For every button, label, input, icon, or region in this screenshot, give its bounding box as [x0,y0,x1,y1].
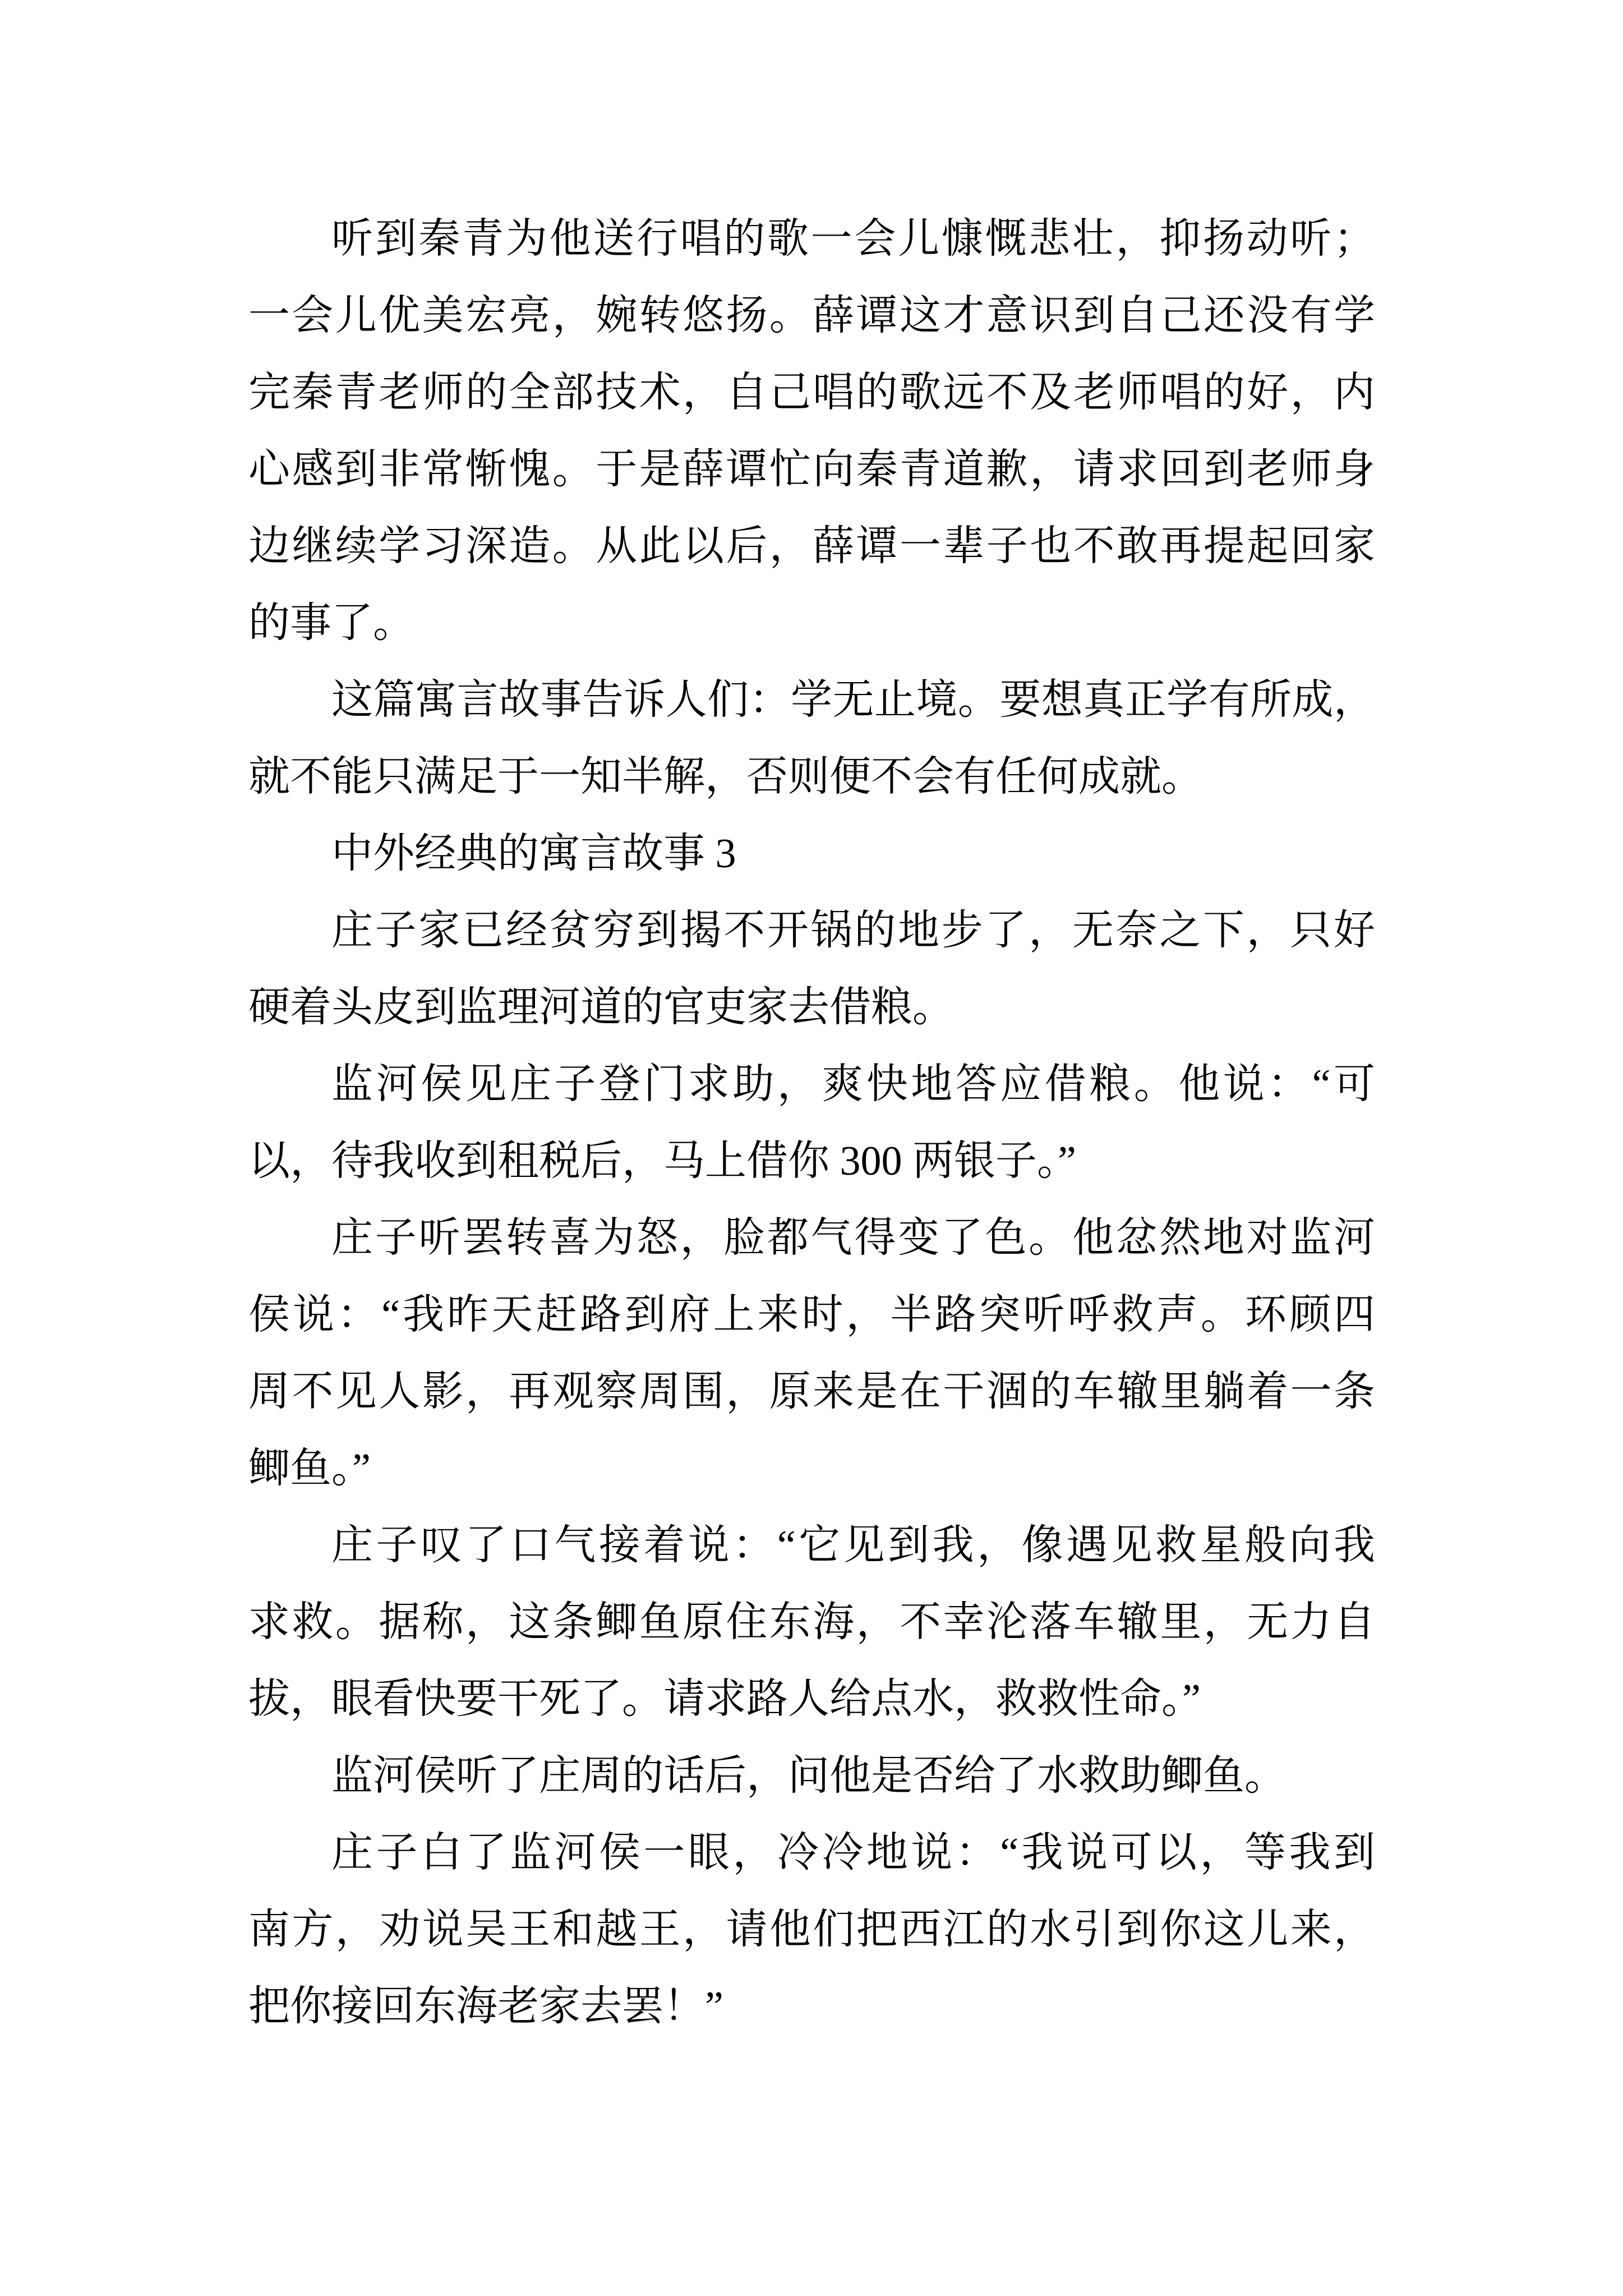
text-line: 这篇寓言故事告诉人们：学无止境。要想真正学有所成， [331,677,1375,723]
text-line: 求救。据称，这条鲫鱼原住东海，不幸沦落车辙里，无力自 [248,1599,1375,1645]
text-line: 鲫鱼。” [248,1446,371,1492]
text-line: 就不能只满足于一知半解，否则便不会有任何成就。 [248,754,1203,800]
text-line: 监河侯听了庄周的话后，问他是否给了水救助鲫鱼。 [331,1753,1286,1799]
text-line: 一会儿优美宏亮，婉转悠扬。薛谭这才意识到自己还没有学 [248,293,1375,339]
text-line: 南方，劝说吴王和越王，请他们把西江的水引到你这儿来， [248,1907,1375,1953]
text-line: 以，待我收到租税后，马上借你 300 两银子。” [248,1138,1076,1184]
text-line: 庄子白了监河侯一眼，冷冷地说：“我说可以，等我到 [331,1830,1375,1876]
text-line: 心感到非常惭愧。于是薛谭忙向秦青道歉，请求回到老师身 [248,447,1375,493]
text-line: 把你接回东海老家去罢！” [248,1984,723,2030]
text-line: 听到秦青为他送行唱的歌一会儿慷慨悲壮，抑扬动听； [331,216,1375,262]
text-line: 拔，眼看快要干死了。请求路人给点水，救救性命。” [248,1676,1201,1722]
document-text-block [248,201,1375,2045]
text-line: 庄子家已经贫穷到揭不开锅的地步了，无奈之下，只好 [331,908,1375,954]
text-line: 周不见人影，再观察周围，原来是在干涸的车辙里躺着一条 [248,1369,1375,1415]
text-line: 监河侯见庄子登门求助，爽快地答应借粮。他说：“可 [331,1061,1375,1107]
text-line: 的事了。 [248,600,414,646]
text-line: 庄子叹了口气接着说：“它见到我，像遇见救星般向我 [331,1522,1375,1568]
text-line: 完秦青老师的全部技术，自己唱的歌远不及老师唱的好，内 [248,370,1375,416]
text-line: 庄子听罢转喜为怒，脸都气得变了色。他忿然地对监河 [331,1215,1375,1261]
text-line: 边继续学习深造。从此以后，薛谭一辈子也不敢再提起回家 [248,523,1375,569]
text-line: 硬着头皮到监理河道的官吏家去借粮。 [248,984,954,1030]
text-line: 侯说：“我昨天赶路到府上来时，半路突听呼救声。环顾四 [248,1292,1375,1338]
section-heading-line: 中外经典的寓言故事 3 [331,831,736,877]
